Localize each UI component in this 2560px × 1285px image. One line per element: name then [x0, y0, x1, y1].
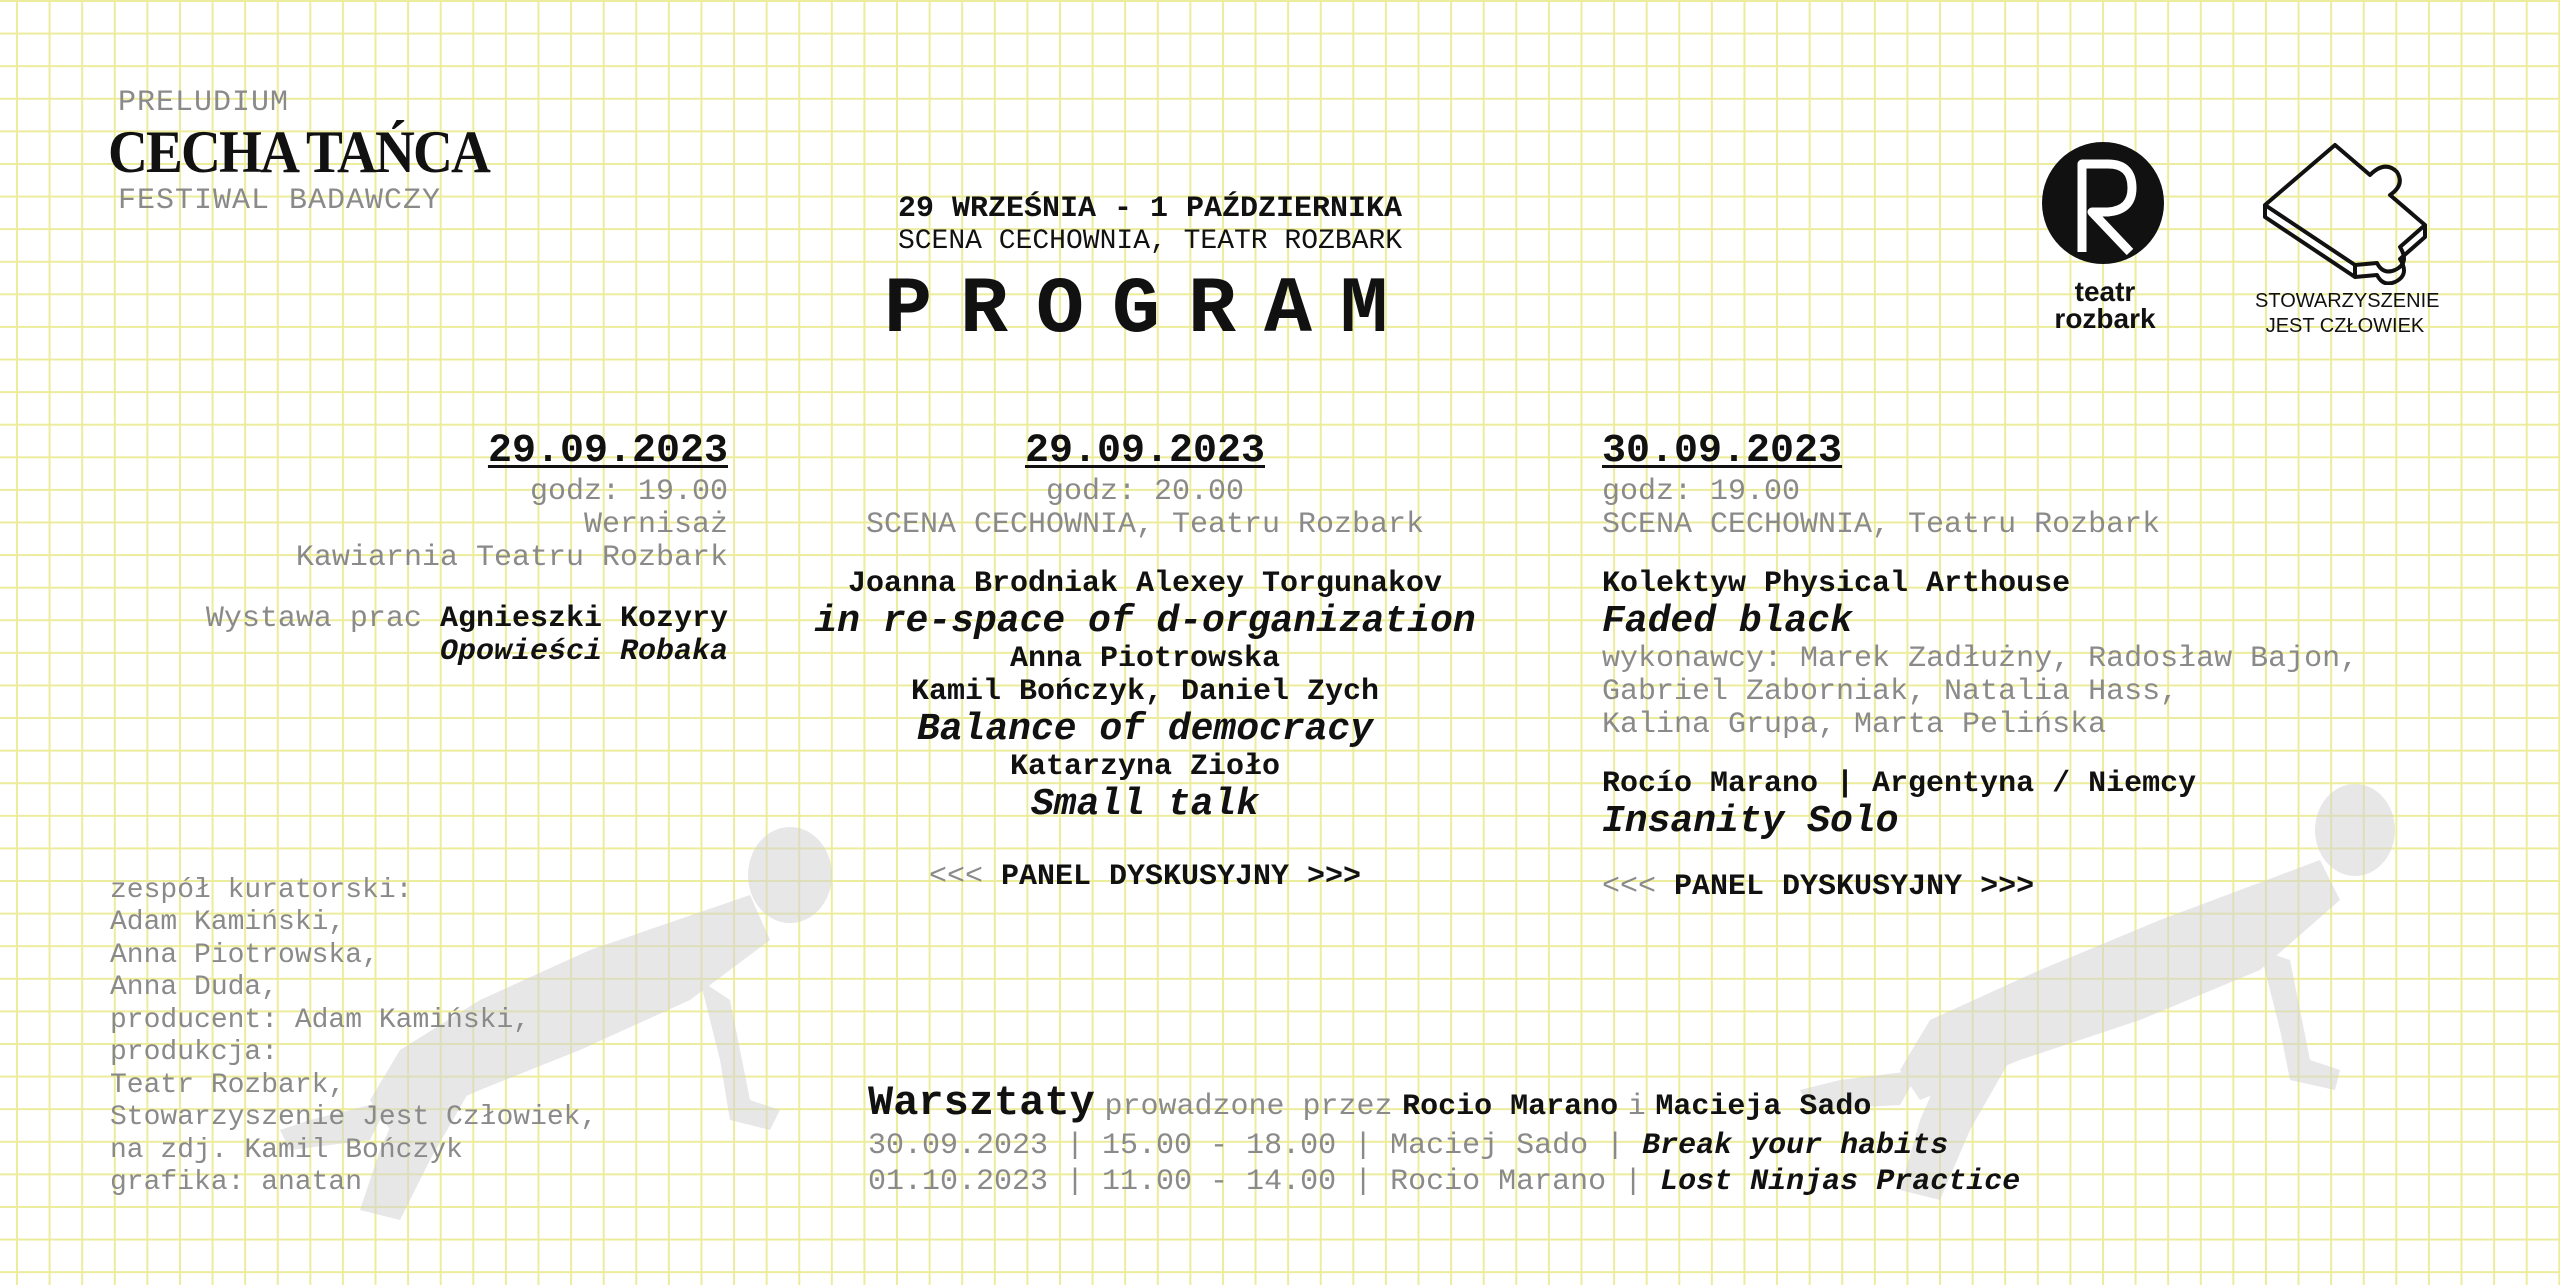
- credits-line: Teatr Rozbark,: [110, 1069, 346, 1101]
- puzzle-icon: [2255, 135, 2435, 285]
- performers-line2: Gabriel Zaborniak, Natalia Hass,: [1602, 674, 2179, 709]
- credits-line: zespół kuratorski:: [110, 875, 413, 906]
- teatr-rozbark-icon: [2040, 140, 2166, 266]
- program-heading: PROGRAM: [883, 265, 1417, 356]
- workshop-row-2: [868, 1164, 2020, 1200]
- workshops-heading-line: [868, 1078, 2020, 1128]
- workshops-block: [868, 1078, 2020, 1200]
- teatr-rozbark-logo: [2040, 140, 2170, 332]
- workshops-led-by: prowadzone przez: [1104, 1090, 1393, 1124]
- credits-line: Anna Duda,: [110, 972, 279, 1004]
- stowarzyszenie-logo: [2255, 135, 2440, 339]
- day1-exhibit-line: [206, 603, 728, 636]
- credits-line: Stowarzyszenie Jest Człowiek,: [110, 1102, 598, 1134]
- festival-title: CECHA TAŃCA: [108, 119, 490, 185]
- day2-date: 29.09.2023: [1024, 429, 1266, 474]
- festival-subtitle: FESTIWAL BADAWCZY: [118, 184, 442, 218]
- workshop2-info: 01.10.2023 | 11.00 - 14.00 | Rocio Marano |: [868, 1165, 1643, 1200]
- exhibit-prefix: Wystawa prac: [205, 602, 422, 636]
- credits-line: Adam Kamiński,: [110, 907, 346, 939]
- performers-label: wykonawcy:: [1602, 641, 1783, 676]
- workshop-leader2: Macieja Sado: [1655, 1090, 1872, 1124]
- day1-event: Wernisaż: [583, 508, 728, 542]
- festival-title-block: [108, 86, 522, 218]
- performers-line1: [1602, 643, 2358, 676]
- panel-open-arrows: <<<: [1602, 869, 1657, 904]
- performance1-title: in re-space of d-organization: [814, 600, 1476, 643]
- day3-time: godz: 19.00: [1602, 475, 1801, 509]
- credits-line: produkcja:: [110, 1037, 279, 1069]
- workshops-and: i: [1627, 1090, 1646, 1124]
- day2-time: godz: 20.00: [1045, 475, 1245, 509]
- performance5-title: Insanity Solo: [1602, 799, 1899, 843]
- workshop-row-1: [868, 1128, 2020, 1164]
- workshop1-title: Break your habits: [1642, 1129, 1949, 1164]
- day1-exhibition-column: [206, 430, 728, 669]
- performers-line3: Kalina Grupa, Marta Pelińska: [1602, 707, 2107, 742]
- panel-discussion-day2: [1602, 871, 2358, 904]
- panel-close-arrows: >>>: [1980, 869, 2035, 904]
- performance2-title: Balance of democracy: [916, 707, 1374, 751]
- workshops-title: Warsztaty: [868, 1079, 1095, 1127]
- panel-open-arrows: <<<: [928, 860, 983, 895]
- festival-venue: SCENA CECHOWNIA, TEATR ROZBARK: [897, 226, 1403, 257]
- stow-logo-line2: JEST CZŁOWIEK: [2265, 315, 2425, 337]
- stow-logo-line1: STOWARZYSZENIE: [2255, 290, 2440, 312]
- program-header: [830, 192, 1470, 356]
- day1-date: 29.09.2023: [487, 429, 728, 474]
- teatr-logo-line1: teatr: [2074, 276, 2136, 307]
- performance3-title: Small talk: [1030, 782, 1260, 826]
- panel-label: PANEL DYSKUSYJNY: [1000, 860, 1290, 895]
- workshop-leader1: Rocio Marano: [1402, 1090, 1619, 1124]
- performance5-artist: Rocío Marano | Argentyna / Niemcy: [1602, 766, 2197, 801]
- festival-dates: 29 WRZEŚNIA - 1 PAŹDZIERNIKA: [897, 192, 1403, 226]
- performance2-artists: Kamil Bończyk, Daniel Zych: [910, 674, 1380, 709]
- teatr-logo-line2: rozbark: [2054, 302, 2156, 334]
- panel-label: PANEL DYSKUSYJNY: [1674, 869, 1963, 904]
- performance2-artist: Anna Piotrowska: [1009, 641, 1281, 676]
- day1-performance-column: [805, 430, 1485, 894]
- day3-date: 30.09.2023: [1602, 429, 1843, 474]
- panel-close-arrows: >>>: [1307, 860, 1362, 895]
- performance4-title: Faded black: [1602, 600, 1853, 643]
- workshop1-info: 30.09.2023 | 15.00 - 18.00 | Maciej Sado |: [868, 1129, 1625, 1164]
- performance3-artist: Katarzyna Zioło: [1009, 749, 1281, 784]
- preludium-label: PRELUDIUM: [118, 86, 290, 120]
- credits-line: Anna Piotrowska,: [110, 939, 379, 971]
- day3-place: SCENA CECHOWNIA, Teatru Rozbark: [1602, 508, 2161, 542]
- exhibit-artist: Agnieszki Kozyry: [439, 602, 728, 636]
- exhibit-title: Opowieści Robaka: [439, 635, 728, 669]
- day1-place: Kawiarnia Teatru Rozbark: [295, 541, 728, 575]
- day2-place: SCENA CECHOWNIA, Teatru Rozbark: [865, 508, 1425, 542]
- performers-names1: Marek Zadłużny, Radosław Bajon,: [1800, 641, 2359, 676]
- credits-block: [110, 875, 597, 1200]
- credits-line: na zdj. Kamil Bończyk: [110, 1134, 463, 1166]
- credits-line: grafika: anatan: [110, 1167, 363, 1199]
- day2-performance-column: [1602, 430, 2358, 904]
- group-name: Kolektyw Physical Arthouse: [1602, 567, 2071, 601]
- day1-time: godz: 19.00: [529, 475, 728, 509]
- panel-discussion-day1: [805, 861, 1485, 894]
- credits-line: producent: Adam Kamiński,: [110, 1004, 531, 1036]
- performance1-artists: Joanna Brodniak Alexey Torgunakov: [847, 567, 1443, 601]
- workshop2-title: Lost Ninjas Practice: [1660, 1165, 2021, 1200]
